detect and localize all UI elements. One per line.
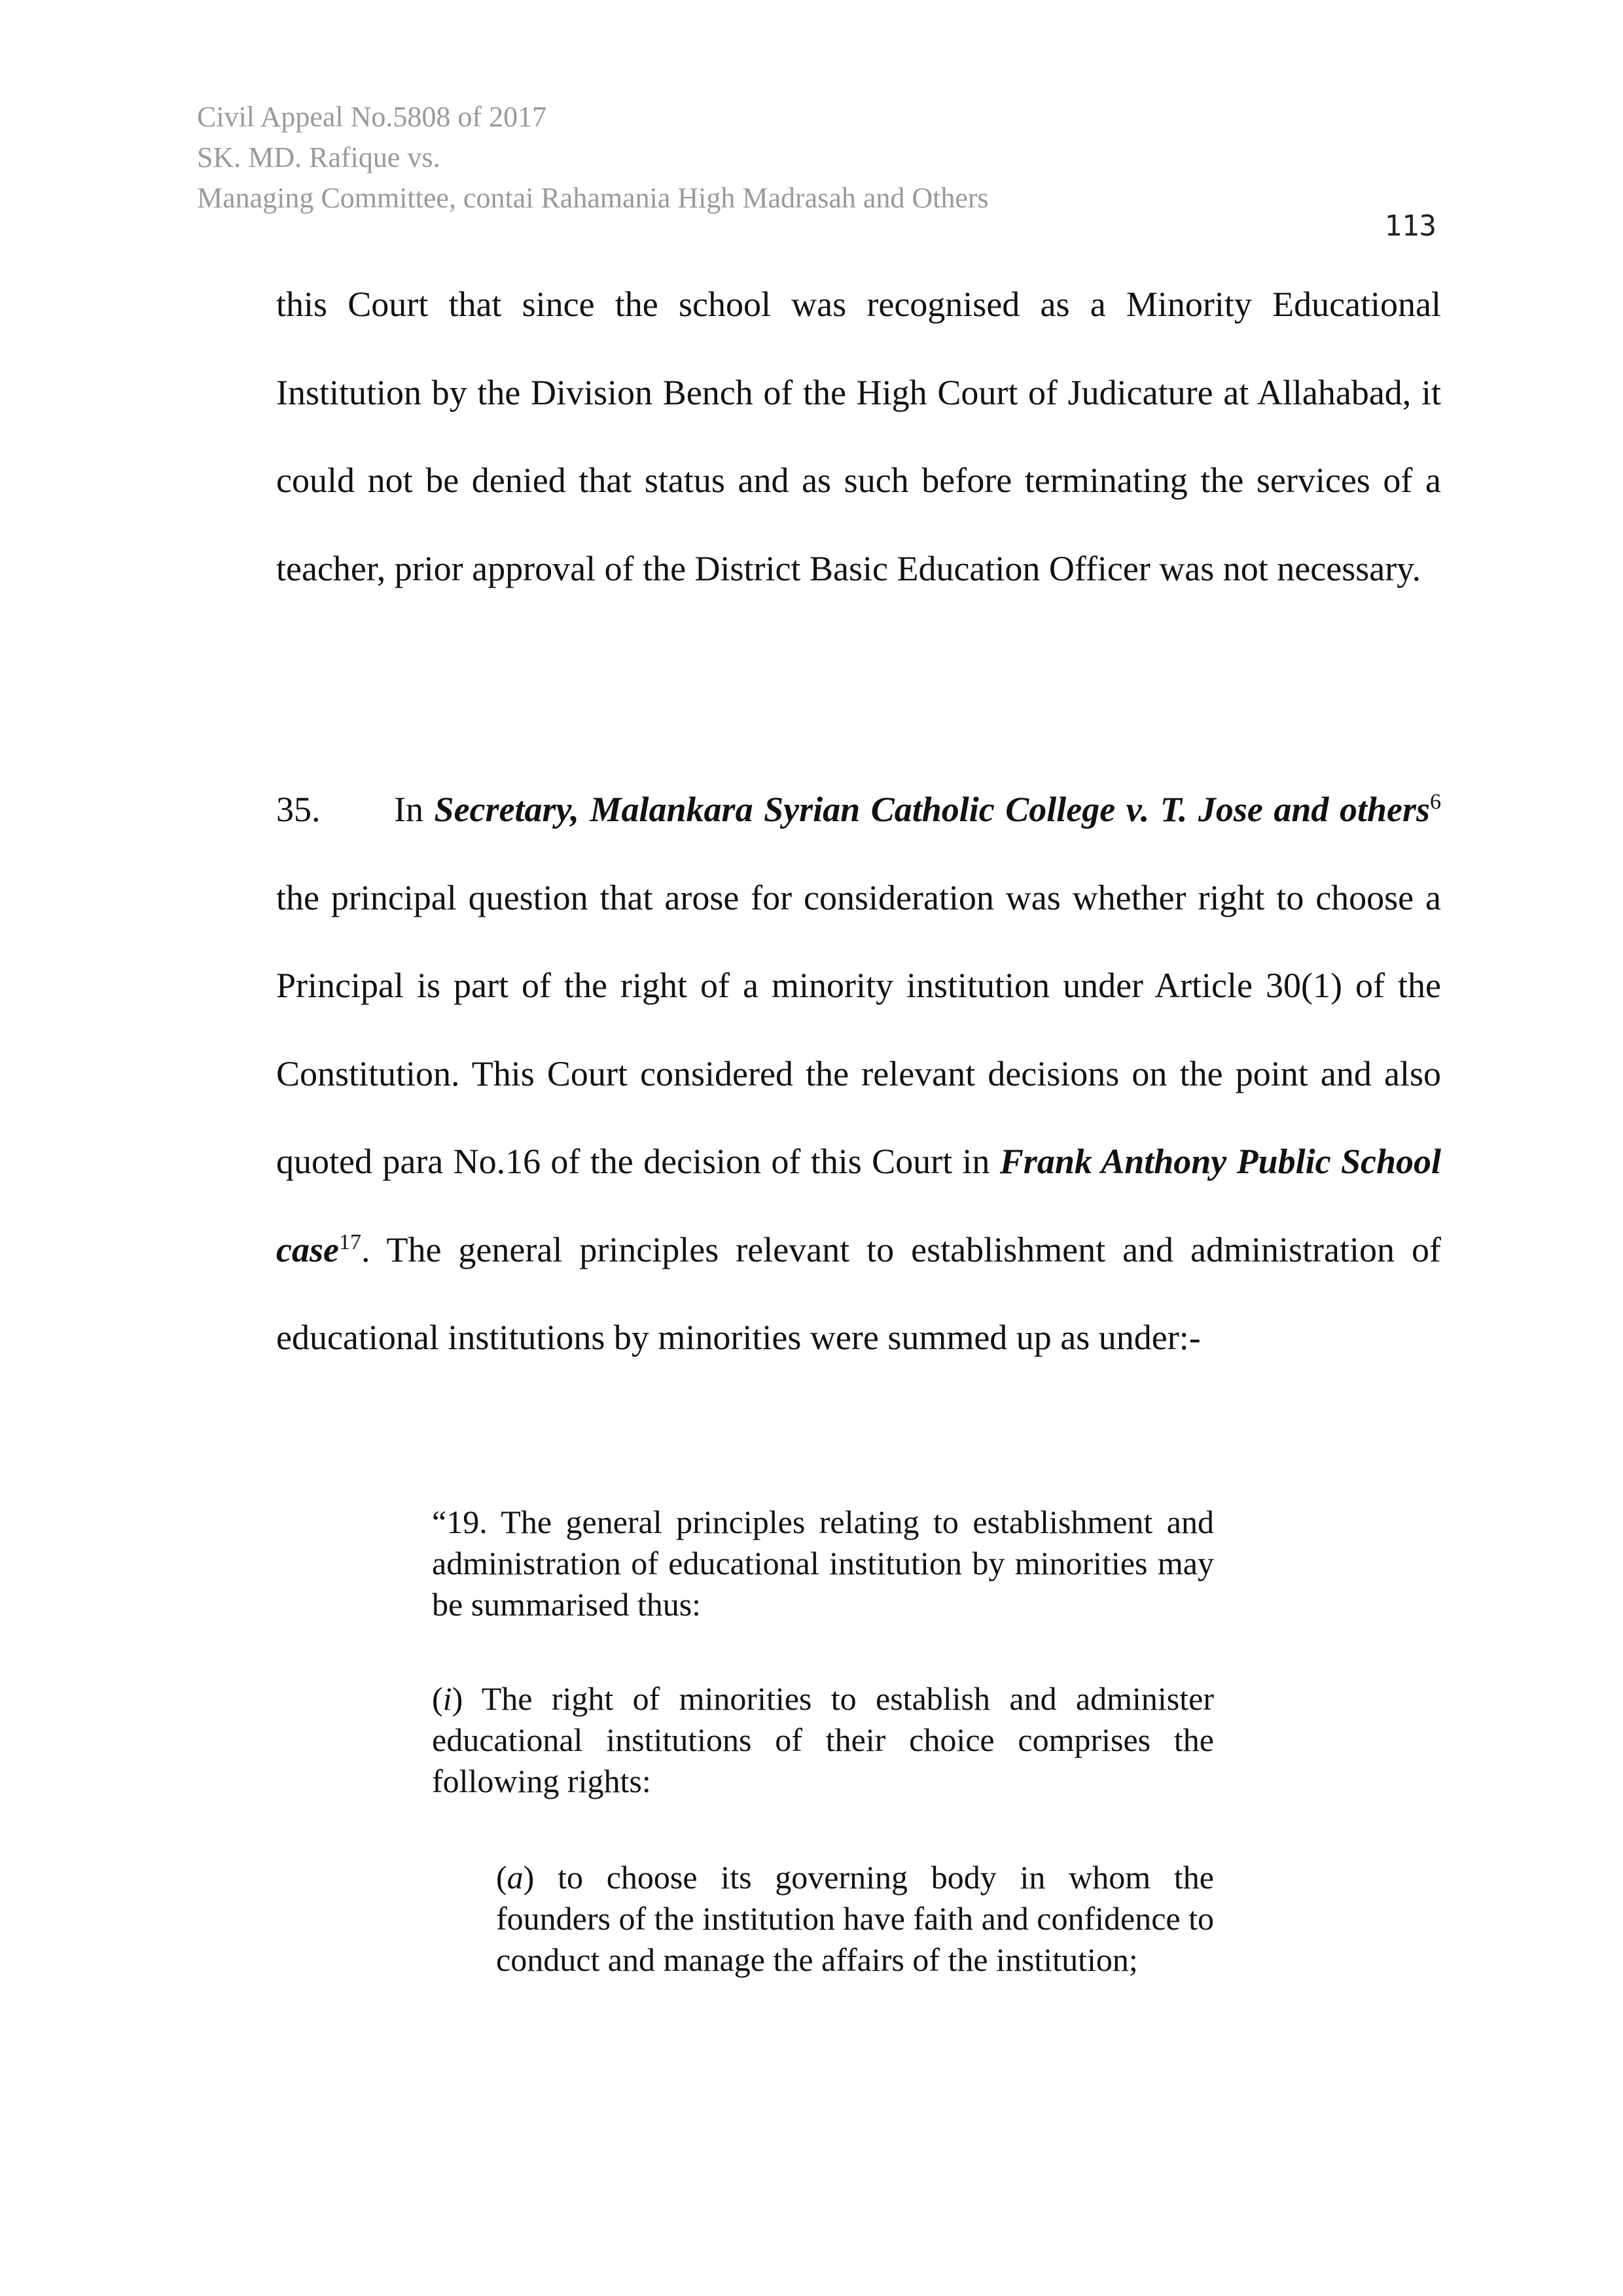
case-citation-malankara: Secretary, Malankara Syrian Catholic College v. T. Jose and others <box>434 790 1430 829</box>
paragraph-lead: In <box>394 790 435 829</box>
paragraph-number: 35. <box>276 790 321 829</box>
footnote-ref-17: 17 <box>338 1229 361 1254</box>
quoted-subitem-a: (a) to choose its governing body in whom the founders of the institution have faith and confidence to conduct and manage the affairs of the institution; <box>496 1859 1214 1978</box>
paragraph-text-a: the principal question that arose for consideration was whether right to choose a Principal is part of the right of a minority institution under Article 30(1) of the Constitution. This Court considered the relevant decisions on the point and also quoted para No.16 of the decision of this Court in <box>276 877 1441 1181</box>
quote-subitem-text: to choose its governing body in whom the founders of the institution have faith and confidence to conduct and manage the affairs of the institution; <box>496 1859 1214 1978</box>
document-header <box>197 97 989 219</box>
quote-subitem-marker: a <box>507 1859 524 1896</box>
quote-item-marker: i <box>442 1680 452 1717</box>
quote-text: “19. The general principles relating to establishment and administration of educational institution by minorities may be summarised thus: <box>432 1504 1214 1623</box>
footnote-ref-6: 6 <box>1430 790 1441 814</box>
quoted-item-i: (i) The right of minorities to establish and administer educational institutions of their choice comprises the following rights: <box>432 1680 1214 1799</box>
quoted-para-19 <box>432 1502 1214 1625</box>
page-number: 113 <box>1384 209 1436 243</box>
paragraph-35 <box>276 766 1441 1382</box>
case-citation-frank-anthony: Frank Anthony Public School case <box>276 1142 1441 1269</box>
paragraph-text-b: . The general principles relevant to establishment and administration of educational institutions by minorities were summed up as under:- <box>276 1229 1441 1357</box>
header-respondents: Managing Committee, contai Rahamania High Madrasah and Others <box>197 182 989 214</box>
paragraph-text: this Court that since the school was recognised as a Minority Educational Institution by the Division Bench of the High Court of Judicature at Allahabad, it could not be denied that status and as such before terminating the services of a teacher, prior approval of the District Basic Education Officer was not necessary. <box>276 285 1441 588</box>
header-parties: SK. MD. Rafique vs. <box>197 141 440 173</box>
quote-item-text: The right of minorities to establish and administer educational institutions of their choice comprises the following rights: <box>432 1680 1214 1799</box>
paragraph-continuation <box>276 260 1441 612</box>
header-case-number: Civil Appeal No.5808 of 2017 <box>197 101 547 133</box>
